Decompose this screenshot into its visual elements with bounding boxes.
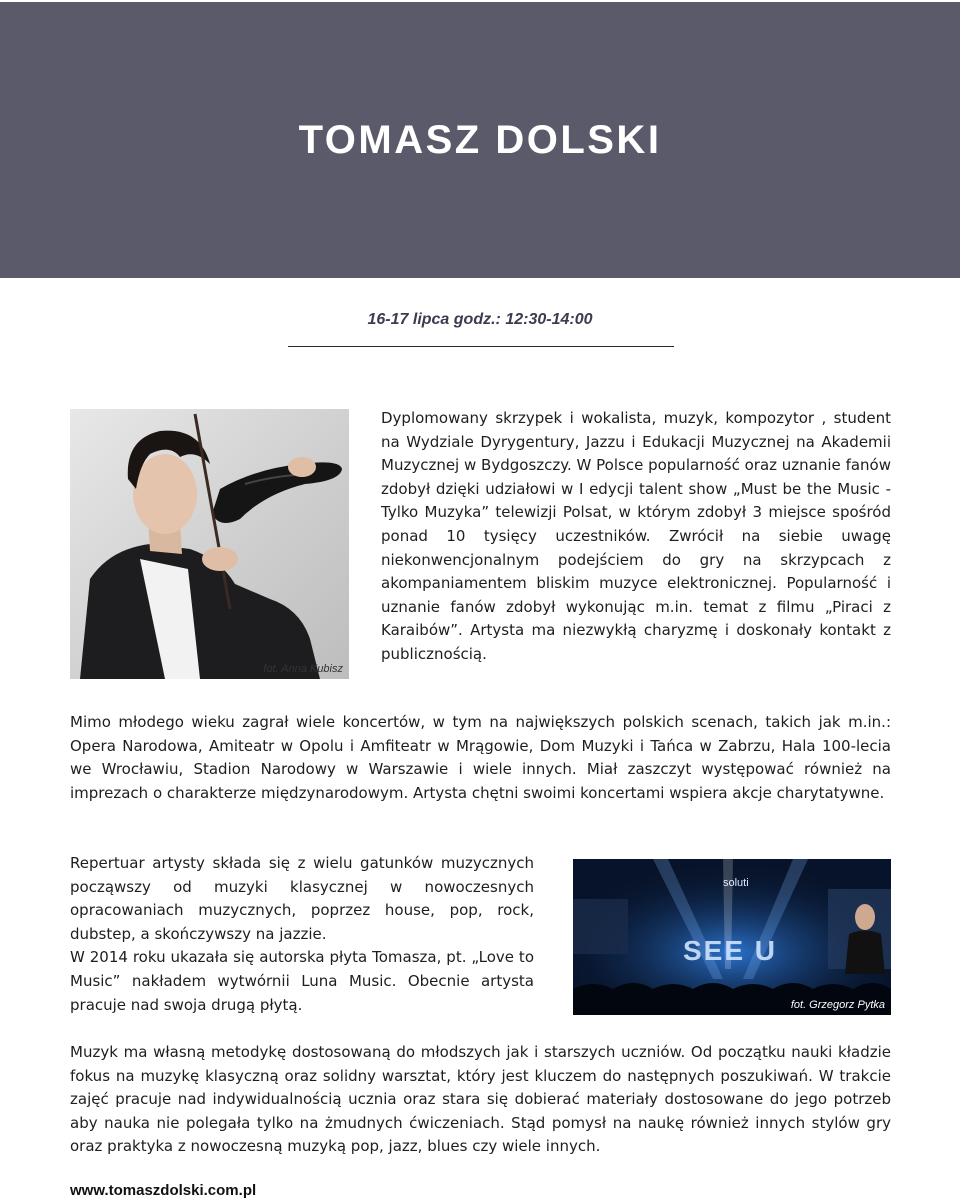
portrait-photo: [70, 409, 349, 679]
header-band: [0, 2, 960, 278]
stage-screen-text: SEE U: [683, 935, 778, 966]
website-link[interactable]: www.tomaszdolski.com.pl: [70, 1182, 257, 1199]
stage-caption: fot. Grzegorz Pytka: [790, 999, 885, 1011]
portrait-illustration: [70, 409, 349, 679]
bio-intro: Dyplomowany skrzypek i wokalista, muzyk, kompozytor , student na Wydziale Dyrygentury, Jazzu i Edukacji Muzycznej na Akademii Muzycznej w Bydgoszczy. W Polsce popularność oraz uznanie fanów zdobył dzięki udziałowi w I edycji talent show „Must be the Music - Tylko Muzyka” telewizji Polsat, w którym zdobył 3 miejsce spośród ponad 10 tysięcy uczestników. Zwrócił na siebie uwagę niekonwencjonalnym podejściem do gry na skrzypcach z akompaniamentem bliskim muzyce elektronicznej. Popularność i uznanie fanów zdobył wykonując m.in. temat z filmu „Piraci z Karaibów”. Artysta ma niezwykłą charyzmę i doskonały kontakt z publicznością.: [381, 409, 891, 663]
stage-screen-small: soluti: [723, 877, 749, 889]
bio-method: Muzyk ma własną metodykę dostosowaną do młodszych jak i starszych uczniów. Od początku nauki kładzie fokus na muzykę klasyczną oraz solidny warsztat, który jest kluczem do następnych poszukiwań. W trakcie zajęć pracuje nad indywidualnością ucznia oraz stara się dobierać materiały dostosowane do jego potrzeb aby nauka nie polegała tylko na żmudnych ćwiczeniach. Stąd pomysł na naukę również innych stylów gry oraz praktyka z nowoczesną muzyką pop, jazz, blues czy wiele innych.: [70, 1043, 891, 1156]
portrait-caption: fot. Anna Kubisz: [263, 663, 343, 675]
bio-concerts: Mimo młodego wieku zagrał wiele koncertów, w tym na największych polskich scenach, takich jak m.in.: Opera Narodowa, Amiteatr w Opolu i Amfiteatr w Mrągowie, Dom Muzyki i Tańca w Zabrzu, Hala 100-lecia we Wrocławiu, Stadion Narodowy w Warszawie i wiele innych. Miał zaszczyt występować również na imprezach o charakterze międzynarodowym. Artysta chętni swoimi koncertami wspiera akcje charytatywne.: [70, 713, 891, 802]
bio-repertoire: Repertuar artysty składa się z wielu gatunków muzycznych począwszy od muzyki klasycznej w nowoczesnych opracowaniach muzycznych, poprzez house, pop, rock, dubstep, a skończywszy na jazzie.: [70, 854, 534, 943]
bio-album: W 2014 roku ukazała się autorska płyta Tomasza, pt. „Love to Music” nakładem wytwórnii Luna Music. Obecnie artysta pracuje nad swoja drugą płytą.: [70, 948, 534, 1014]
repertoire-block: [70, 852, 534, 1017]
stage-photo: [573, 859, 891, 1015]
schedule-divider: [288, 346, 674, 347]
schedule-text: 16-17 lipca godz.: 12:30-14:00: [367, 311, 593, 328]
page-title: TOMASZ DOLSKI: [298, 117, 662, 162]
